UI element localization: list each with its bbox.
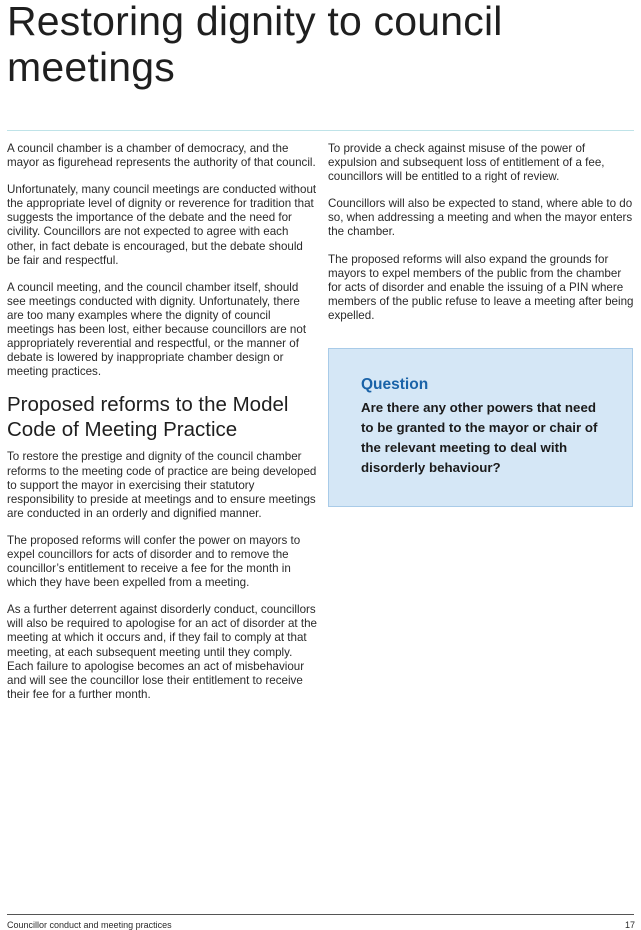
- question-text: Are there any other powers that need to be granted to the mayor or chair of the relevant meeting to deal with disorderly behaviour?: [361, 400, 598, 475]
- paragraph: Councillors will also be expected to stand, where able to do so, when addressing a meeting and when the mayor enters the chamber.: [328, 197, 633, 239]
- footer-document-title: Councillor conduct and meeting practices: [7, 920, 172, 930]
- paragraph: Unfortunately, many council meetings are conducted without the appropriate level of dignity or reverence for tradition that suggests the importance of the debate and the need for civility. Councillors are not expected to agree with each other, in fact debate is encouraged, but the debate should be fair and respectful.: [7, 183, 317, 267]
- paragraph: A council chamber is a chamber of democracy, and the mayor as figurehead represents the authority of that council.: [7, 142, 316, 170]
- footer-divider: [7, 914, 634, 915]
- left-column: [7, 142, 317, 715]
- paragraph: As a further deterrent against disorderly conduct, councillors will also be required to apologise for an act of disorder at the meeting at which it occurs and, if they fail to comply at that meeting, at each subsequent meeting until they comply. Each failure to apologise becomes an act of misbehaviour and will see the councillor lose their entitlement to receive their fee for a further month.: [7, 603, 317, 701]
- section-heading: Proposed reforms to the Model Code of Meeting Practice: [7, 393, 289, 442]
- question-callout: [328, 348, 633, 507]
- paragraph: To restore the prestige and dignity of the council chamber reforms to the meeting code of practice are being developed to support the mayor in exercising their statutory responsibility to preside at meetings and to ensure meetings are conducted in an orderly and dignified manner.: [7, 450, 317, 520]
- page-number: 17: [624, 920, 635, 930]
- paragraph: The proposed reforms will also expand the grounds for mayors to expel members of the public from the chamber for acts of disorder and enable the issuing of a PIN where members of the public refuse to leave a meeting after being expelled.: [328, 252, 634, 322]
- page-title: Restoring dignity to council meetings: [7, 0, 503, 90]
- paragraph: A council meeting, and the council chamber itself, should see meetings conducted with dignity. Unfortunately, there are too many examples where the dignity of council meetings has been lost, either because councillors are not appropriately reverential and respectful, or the manner of debate is lowered by inappropriate chamber design or meeting practices.: [7, 280, 307, 379]
- top-divider: [7, 130, 634, 131]
- paragraph: The proposed reforms will confer the power on mayors to expel councillors for acts of disorder and to remove the councillor’s entitlement to receive a fee for the month in which they have been expelled from a meeting.: [7, 533, 301, 590]
- paragraph: To provide a check against misuse of the power of expulsion and subsequent loss of entitlement of a fee, councillors will be entitled to a right of review.: [328, 142, 605, 184]
- right-column: [328, 142, 634, 336]
- question-label: Question: [361, 376, 429, 393]
